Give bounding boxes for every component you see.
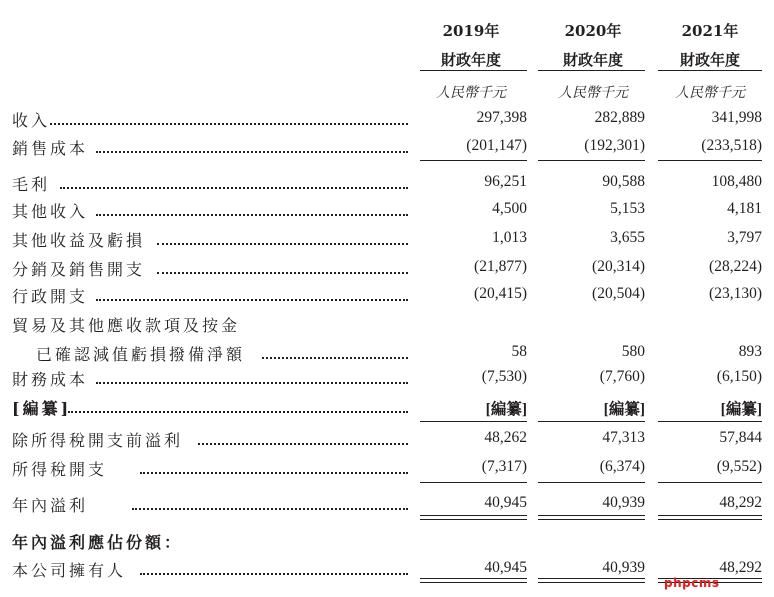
header-underline-2	[658, 70, 762, 71]
leader-dots	[140, 572, 408, 575]
subtotal-rule	[420, 482, 527, 483]
leader-dots	[50, 122, 408, 125]
subtotal-rule	[658, 482, 762, 483]
table-cell: 108,480	[711, 173, 762, 190]
unit-label-2: 人民幣千元	[675, 85, 745, 101]
row-label: [編纂]	[12, 399, 72, 418]
row-label: 貿易及其他應收款項及按金	[12, 316, 241, 335]
table-cell: 48,262	[484, 429, 527, 446]
table-cell: 4,500	[492, 200, 527, 217]
table-cell: (9,552)	[716, 458, 762, 475]
subtotal-rule	[658, 421, 762, 422]
table-cell: 3,797	[727, 229, 762, 246]
table-cell: 48,292	[719, 559, 762, 576]
row-label: 年內溢利	[12, 496, 89, 515]
unit-label-1: 人民幣千元	[558, 85, 628, 101]
total-double-rule	[420, 578, 527, 583]
total-double-rule	[658, 515, 762, 520]
leader-dots	[140, 471, 408, 474]
year-header-0: 2019年	[442, 22, 500, 40]
leader-dots	[96, 150, 408, 153]
row-label: 除所得稅開支前溢利	[12, 431, 184, 450]
row-label: 已確認減值虧損撥備淨額	[36, 345, 246, 364]
subtotal-rule	[538, 421, 645, 422]
leader-dots	[96, 213, 408, 216]
watermark-text: phpcms	[664, 576, 720, 590]
table-cell: 48,292	[719, 494, 762, 511]
leader-dots	[157, 242, 408, 245]
table-cell: 40,945	[484, 494, 527, 511]
table-cell: 282,889	[594, 109, 645, 126]
table-cell: (20,314)	[592, 258, 645, 275]
subtotal-rule	[658, 160, 762, 161]
leader-dots	[262, 356, 408, 359]
table-cell: 3,655	[610, 229, 645, 246]
table-cell: 1,013	[492, 229, 527, 246]
table-cell: 40,939	[602, 559, 645, 576]
leader-dots	[132, 507, 408, 510]
leader-dots	[96, 381, 408, 384]
row-label: 行政開支	[12, 287, 89, 306]
table-cell: (20,415)	[474, 285, 527, 302]
row-label: 財務成本	[12, 370, 89, 389]
table-cell: 58	[511, 343, 527, 360]
year-header-1: 2020年	[564, 22, 622, 40]
table-cell: 297,398	[476, 109, 527, 126]
row-label: 收入	[12, 111, 51, 130]
subtotal-rule	[420, 421, 527, 422]
table-cell: (28,224)	[709, 258, 762, 275]
table-cell: 4,181	[727, 200, 762, 217]
table-cell: (192,301)	[584, 137, 645, 154]
total-double-rule	[538, 578, 645, 583]
row-label: 所得稅開支	[12, 460, 108, 479]
table-cell: (20,504)	[592, 285, 645, 302]
row-label: 其他收入	[12, 202, 89, 221]
total-double-rule	[420, 515, 527, 520]
total-double-rule	[538, 515, 645, 520]
subtotal-rule	[538, 160, 645, 161]
row-label: 年內溢利應佔份額：	[12, 533, 184, 552]
table-cell: 90,588	[602, 173, 645, 190]
leader-dots	[198, 442, 408, 445]
table-cell: 341,998	[711, 109, 762, 126]
table-cell: 40,939	[602, 494, 645, 511]
subtotal-rule	[420, 160, 527, 161]
table-cell: (6,374)	[599, 458, 645, 475]
table-cell: (7,760)	[599, 368, 645, 385]
table-cell: (21,877)	[474, 258, 527, 275]
row-label: 分銷及銷售開支	[12, 260, 146, 279]
subtotal-rule	[538, 482, 645, 483]
leader-dots	[157, 271, 408, 274]
table-cell: [編纂]	[720, 401, 762, 418]
period-header-2: 財政年度	[679, 51, 740, 69]
row-label: 毛利	[12, 175, 51, 194]
table-cell: 5,153	[610, 200, 645, 217]
table-cell: (233,518)	[701, 137, 762, 154]
table-cell: 57,844	[719, 429, 762, 446]
leader-dots	[68, 410, 408, 413]
leader-dots	[60, 186, 408, 189]
header-underline-1	[538, 70, 645, 71]
table-cell: [編纂]	[603, 401, 645, 418]
row-label: 其他收益及虧損	[12, 231, 146, 250]
table-cell: 893	[738, 343, 762, 360]
row-label: 本公司擁有人	[12, 561, 127, 580]
year-header-2: 2021年	[681, 22, 739, 40]
table-cell: 580	[621, 343, 645, 360]
period-header-0: 財政年度	[440, 51, 501, 69]
leader-dots	[96, 298, 408, 301]
table-cell: (6,150)	[716, 368, 762, 385]
unit-label-0: 人民幣千元	[436, 85, 506, 101]
table-cell: (23,130)	[709, 285, 762, 302]
table-cell: 40,945	[484, 559, 527, 576]
row-label: 銷售成本	[12, 139, 89, 158]
table-cell: (201,147)	[466, 137, 527, 154]
table-cell: (7,530)	[481, 368, 527, 385]
table-cell: 47,313	[602, 429, 645, 446]
table-cell: (7,317)	[481, 458, 527, 475]
table-cell: [編纂]	[485, 401, 527, 418]
header-underline-0	[420, 70, 527, 71]
table-cell: 96,251	[484, 173, 527, 190]
period-header-1: 財政年度	[562, 51, 623, 69]
